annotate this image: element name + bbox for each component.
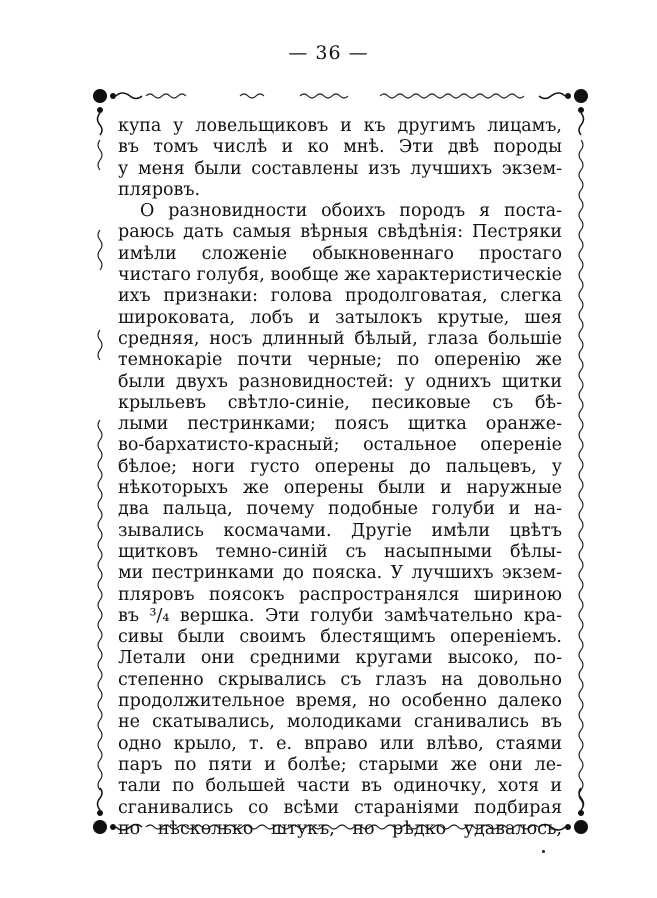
text-line: въ ³/₄ вершка. Эти голуби замѣчательно кра- (118, 605, 562, 626)
right-wavy-rule (579, 140, 583, 810)
text-line: Летали они средними кругами высоко, по- (118, 648, 562, 669)
body-text (118, 116, 562, 840)
text-line: пляровъ. (118, 179, 201, 200)
text-line: раюсь дать самыя вѣрныя свѣдѣнія: Пестряки (118, 222, 562, 243)
text-line: степенно скрывались съ глазъ на довольно (118, 669, 562, 690)
text-line: сивы были своимъ блестящимъ опереніемъ. (118, 627, 562, 648)
text-line: по нѣсколько штукъ, но рѣдко удавалось, (118, 818, 562, 839)
text-line: были двухъ разновидностей: у однихъ щитки (118, 371, 562, 392)
text-line: купа у ловельщиковъ и къ другимъ лицамъ, (118, 116, 562, 136)
text-line: продолжительное время, но особенно далеко (118, 691, 562, 712)
text-line: нѣкоторыхъ же оперены были и наружные (118, 478, 562, 499)
text-line: средняя, носъ длинный бѣлый, глаза большіе (118, 328, 562, 349)
text-line: имѣли сложеніе обыкновеннаго простаго (118, 243, 562, 264)
page-number: — 36 — (288, 42, 369, 64)
text-line: пляровъ поясокъ распространялся шириною (118, 584, 562, 605)
text-line: во-бархатисто-красный; остальное опереніе (118, 435, 562, 456)
text-line: два пальца, почему подобные голуби и на- (118, 499, 562, 520)
left-wavy-rule (98, 140, 102, 790)
text-line: лыми пестринками; поясъ щитка оранже- (118, 414, 562, 435)
text-line: крыльевъ свѣтло-синіе, песиковые съ бѣ- (118, 392, 562, 413)
text-line: въ томъ числѣ и ко мнѣ. Эти двѣ породы (118, 137, 562, 158)
text-line: темнокаріе почти черные; по оперенію же (118, 350, 562, 371)
text-line: ми пестринками до пояска. У лучшихъ экзем- (118, 563, 562, 584)
text-line: бѣлое; ноги густо оперены до пальцевъ, у (118, 456, 562, 477)
text-line: сганивались со всѣми стараніями подбирая (118, 797, 562, 818)
text-line: О разновидности обоихъ породъ я поста- (140, 201, 562, 222)
text-line: широковата, лобъ и затылокъ крутые, шея (118, 307, 562, 328)
print-speck (542, 850, 545, 853)
top-wavy-rule (146, 94, 524, 98)
text-line: тали по большей части въ одиночку, хотя и (118, 776, 562, 797)
text-line: зывались космачами. Другіе имѣли цвѣтъ (118, 520, 562, 541)
text-line: щитковъ темно-синій съ насыпными бѣлы- (118, 541, 562, 562)
text-line: чистаго голубя, вообще же характеристическіе (118, 265, 562, 286)
text-line: паръ по пяти и болѣе; старыми же они ле- (118, 754, 562, 775)
text-line: ихъ признаки: голова продолговатая, слегка (118, 286, 562, 307)
text-line: не скатывались, молодиками сганивались въ (118, 712, 562, 733)
text-line: одно крыло, т. е. вправо или влѣво, стаями (118, 733, 562, 754)
text-line: у меня были составлены изъ лучшихъ экзем- (118, 158, 562, 179)
